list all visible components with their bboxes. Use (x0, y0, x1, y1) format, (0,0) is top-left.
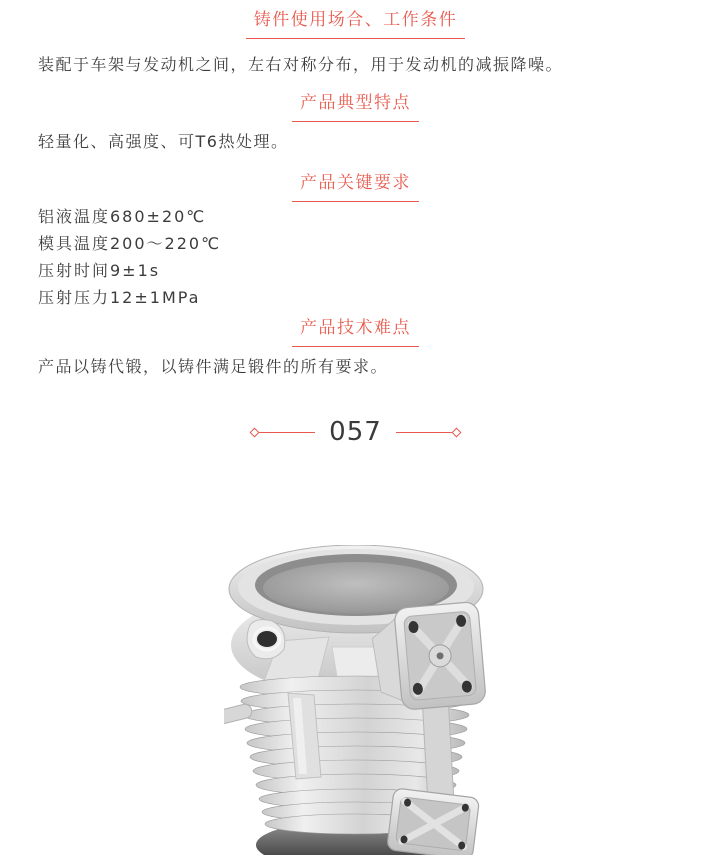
diamond-ornament-left (250, 427, 260, 437)
section-requirements (0, 172, 711, 202)
paragraph-features: 轻量化、高强度、可T6热处理。 (38, 132, 289, 151)
section-difficulties (0, 317, 711, 347)
paragraph-usage: 装配于车架与发动机之间，左右对称分布，用于发动机的减振降噪。 (38, 55, 564, 74)
requirements-list (38, 203, 221, 311)
page-number-marker (0, 415, 711, 449)
param-line-melt-temp: 铝液温度680±20℃ (38, 207, 207, 226)
finned-casting-illustration (224, 545, 496, 855)
param-line-mold-temp: 模具温度200～220℃ (38, 234, 222, 253)
param-line-shot-time: 压射时间9±1s (38, 261, 161, 280)
page-number: 057 (329, 417, 382, 447)
param-line-shot-pressure: 压射压力12±1MPa (38, 288, 201, 307)
section-heading-features: 产品典型特点 (292, 92, 419, 122)
section-usage (0, 9, 711, 39)
rule-right (396, 432, 453, 433)
product-photo (224, 545, 496, 855)
rule-left (258, 432, 315, 433)
diamond-ornament-right (451, 427, 461, 437)
section-features (0, 92, 711, 122)
section-heading-usage: 铸件使用场合、工作条件 (246, 9, 466, 39)
section-heading-requirements: 产品关键要求 (292, 172, 419, 202)
paragraph-difficulties: 产品以铸代锻，以铸件满足锻件的所有要求。 (38, 357, 389, 376)
section-heading-difficulties: 产品技术难点 (292, 317, 419, 347)
